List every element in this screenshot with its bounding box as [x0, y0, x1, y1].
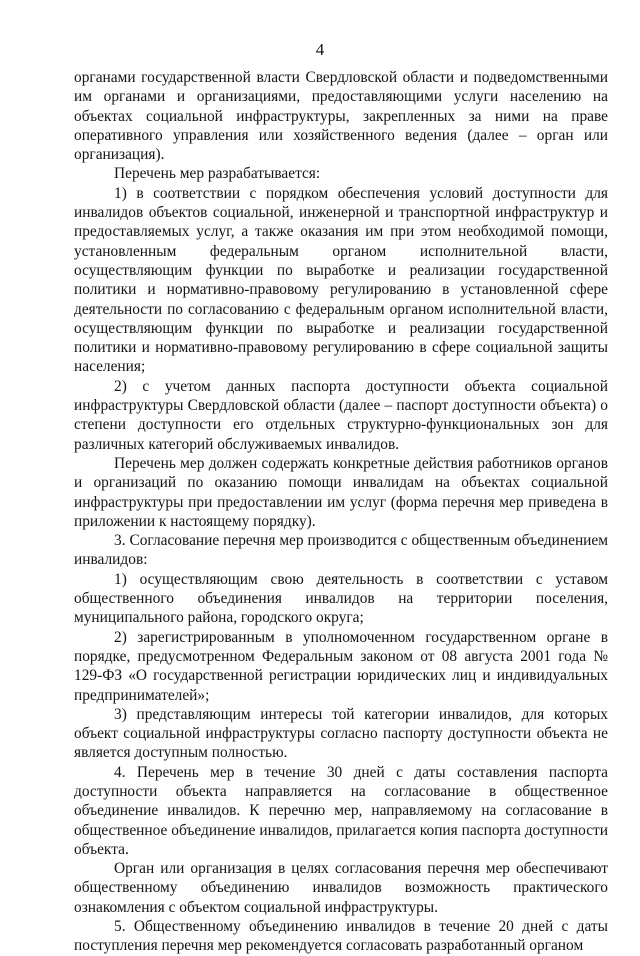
paragraph-organization-duty: Орган или организация в целях согласования перечня мер обеспечивают общественному объединению инвалидов возможность практического ознакомления с объектом социальной инфраструктуры. [74, 860, 608, 916]
paragraph-item-2-passport: 2) с учетом данных паспорта доступности объекта социальной инфраструктуры Свердловской области (далее – паспорт доступности объекта) о степени доступности его отдельных структурно-функциональных зон для различных категорий обслуживаемых инвалидов. [74, 377, 608, 453]
paragraph-section-3-item-3: 3) представляющим интересы той категории инвалидов, для которых объект социальной инфраструктуры согласно паспорту доступности объекта не является доступным полностью. [74, 705, 608, 762]
paragraph-section-3: 3. Согласование перечня мер производится с общественным объединением инвалидов: [74, 532, 608, 569]
paragraph-section-4: 4. Перечень мер в течение 30 дней с даты составления паспорта доступности объекта направляется на согласование в общественное объединение инвалидов. К перечню мер, направляемому на согласование в общественное объединение инвалидов, прилагается копия паспорта доступности объекта. [74, 763, 608, 858]
paragraph-section-3-item-1: 1) осуществляющим свою деятельность в соответствии с уставом общественного объединения инвалидов на территории поселения, муниципального района, городского округа; [74, 570, 608, 627]
paragraph-measures-content: Перечень мер должен содержать конкретные действия работников органов и организаций по оказанию помощи инвалидам на объектах социальной инфраструктуры при предоставлении им услуг (форма перечня мер приведена в приложении к настоящему порядку). [74, 454, 608, 530]
paragraph-measures-developed: Перечень мер разрабатывается: [114, 165, 321, 183]
page-number: 4 [315, 40, 325, 59]
paragraph-section-3-item-2: 2) зарегистрированным в уполномоченном государственном органе в порядке, предусмотренном Федеральным законом от 08 августа 2001 года № 129-ФЗ «О государственной регистрации юридических лиц и индивидуальных предпринимателей»; [74, 628, 608, 704]
paragraph-section-5: 5. Общественному объединению инвалидов в течение 20 дней с даты поступления перечня мер рекомендуется согласовать разработанный органом [74, 918, 608, 955]
document-body [74, 68, 608, 956]
paragraph-item-1-procedure: 1) в соответствии с порядком обеспечения условий доступности для инвалидов объектов социальной, инженерной и транспортной инфраструктур и предоставляемых услуг, а также оказания им при этом необходимой помощи, установленным федеральным органом исполнительной власти, осуществляющим функции по выработке и реализации государственной политики и нормативно-правовому регулированию в установленной сфере деятельности по согласованию с федеральным органом исполнительной власти, осуществляющим функции по выработке и реализации государственной политики и нормативно-правовому регулированию в сфере социальной защиты населения; [74, 184, 608, 376]
paragraph-intro-continuation: органами государственной власти Свердловской области и подведомственными им органами и организациями, предоставляющими услуги населению на объектах социальной инфраструктуры, закрепленных за ними на праве оперативного управления или хозяйственного ведения (далее – орган или организация). [74, 69, 608, 164]
